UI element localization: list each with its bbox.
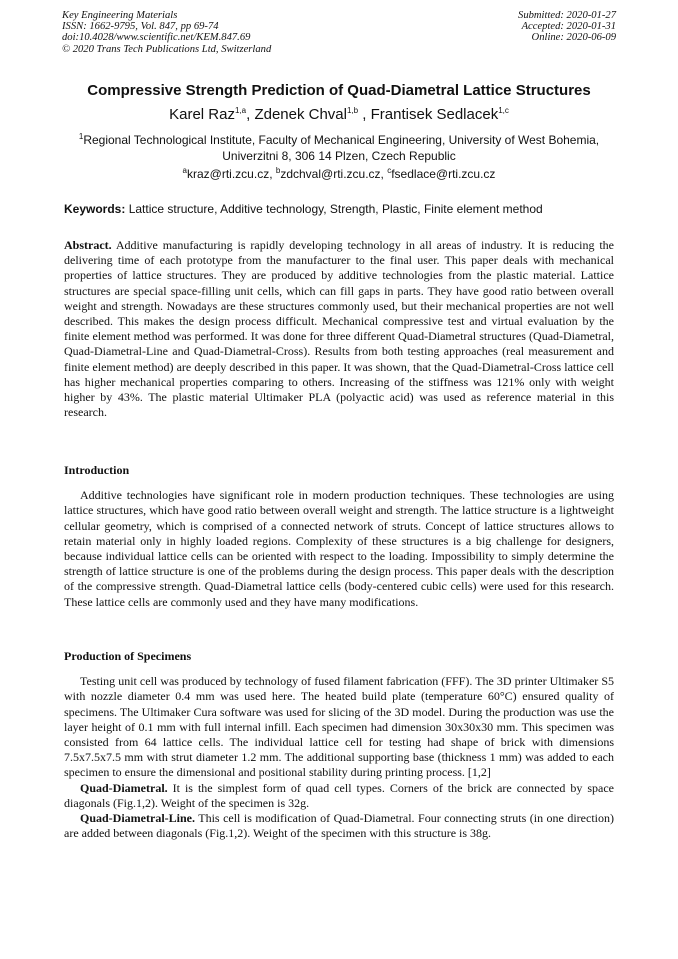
- issn-line: ISSN: 1662-9795, Vol. 847, pp 69-74: [62, 21, 219, 33]
- online-date: Online: 2020-06-09: [531, 32, 616, 44]
- affiliation: [40, 133, 638, 164]
- accepted-date: Accepted: 2020-01-31: [521, 21, 616, 33]
- email-list: $^a$kraz@rti.zcu.cz, $^b$zdchval@rti.zcu.cz, $^c$fsedlace@rti.zcu.cz: [182, 166, 496, 181]
- production-section: [64, 649, 614, 841]
- quad-diametral-paragraph: [64, 781, 614, 811]
- journal-name: Key Engineering Materials: [62, 10, 178, 21]
- doi-line: doi:10.4028/www.scientific.net/KEM.847.69: [62, 32, 251, 44]
- author-name: Zdenek Chval: [254, 106, 347, 123]
- keywords-text: Lattice structure, Additive technology, Strength, Plastic, Finite element method: [128, 202, 543, 216]
- author-sup: 1,c: [498, 106, 509, 115]
- section-heading: Production of Specimens: [64, 649, 192, 663]
- introduction-text: Additive technologies have significant role in modern production techniques. These technologies are using lattice structures, which have good ratio between overall weight and strength. The lattice structure is a lightweight cellular geometry, which is comprised of a connected network of struts. Concept of lattice structures allows to retain material only in highly loaded regions. Complexity of these structures is a big challenge for designers, because individual lattice cells can be oriented with respect to the loading. Impossibility to simply determine the strength of lattice structure is one of the problems during the design process. This paper deals with the description of the compressive strength. Quad-Diametral lattice cells (body-centered cubic cells) were used for this research. These lattice cells are commonly used and they have many modifications.: [64, 488, 614, 609]
- introduction-section: [64, 463, 614, 610]
- email-link[interactable]: fsedlace@rti.zcu.cz: [391, 167, 496, 181]
- abstract-text: Additive manufacturing is rapidly developing technology in all areas of industry. It is reducing the delivering time of each prototype from the manufacturer to the final user. This paper deals with mechanical properties of lattice structures. They are produced by additive technologies from the plastic material. Lattice structures are special space-filling unit cells, which can fill gaps in parts. They have good ratio between overall weight and strength. Nowadays are these structures commonly used, but their mechanical properties are not well described. This makes the design process difficult. Mechanical compressive test and virtual evaluation by the finite element method was performed. It was done for three different Quad-Diametral structures (Quad-Diametral, Quad-Diametral-Line and Quad-Diametral-Cross). Results from both testing approaches (real measurement and finite element method) are deeply described in this paper. It was shown, that the Quad-Diametral-Cross lattice cell has higher mechanical properties comparing to others. Increasing of the stiffness was 121% only with weight higher by 43%. The plastic material Ultimaker PLA (polyactic acid) was used as reference material in this research.: [64, 238, 614, 420]
- keywords-label: Keywords:: [64, 202, 126, 216]
- journal-info: [62, 10, 271, 55]
- author-list: Karel Raz$^{1,a}$, Zdenek Chval$^{1,b}$ , Frantisek Sedlacek$^{1,c}$: [169, 106, 509, 123]
- author-sup: 1,a: [234, 106, 247, 115]
- production-text: Testing unit cell was produced by technology of fused filament fabrication (FFF). The 3D printer Ultimaker S5 with nozzle diameter 0.4 mm was used here. The heated build plate (temperature 60°C) ensured quality of specimens. The Ultimaker Cura software was used for slicing of the 3D model. During the production was use the layer height of 0.1 mm with full internal infill. Each specimen had dimension 30x30x30 mm. This specimen was consisted from 64 lattice cells. The individual lattice cell for testing had shape of brick with dimensions 7.5x7.5x7.5 mm with strut diameter 1.2 mm. The additional supporting base (thickness 1 mm) was added to each specimen to ensure the dimensional and positional stability during printing process. [1,2]: [64, 674, 614, 780]
- email-sup: b: [275, 166, 281, 175]
- author-name: Frantisek Sedlacek: [370, 106, 499, 123]
- affiliation-sup: 1: [78, 132, 84, 141]
- abstract: [64, 238, 614, 420]
- section-heading: Introduction: [64, 463, 130, 477]
- email-sup: a: [182, 166, 187, 175]
- author-sup: 1,b: [347, 106, 359, 115]
- copyright-line: © 2020 Trans Tech Publications Ltd, Switzerland: [62, 43, 272, 55]
- email-link[interactable]: kraz@rti.zcu.cz: [187, 167, 270, 181]
- author-name: Karel Raz: [169, 106, 235, 123]
- submission-dates: [518, 10, 616, 44]
- item-text: It is the simplest form of quad cell types. Corners of the brick are connected by space diagonals (Fig.1,2). Weight of the specimen is 32g.: [64, 780, 615, 810]
- affiliation-line-2: Univerzitni 8, 306 14 Plzen, Czech Republic: [222, 148, 456, 163]
- item-label: Quad-Diametral-Line.: [80, 811, 195, 826]
- keywords: [64, 202, 624, 216]
- paper-title: Compressive Strength Prediction of Quad-Diametral Lattice Structures: [87, 82, 591, 99]
- quad-diametral-line-paragraph: [64, 811, 614, 841]
- email-sup: c: [387, 166, 392, 175]
- submitted-date: Submitted: 2020-01-27: [518, 10, 616, 21]
- item-text: This cell is modification of Quad-Diametral. Four connecting struts (in one direction) are added between diagonals (Fig.1,2). Weight of the specimen with this structure is 38g.: [64, 811, 614, 841]
- abstract-label: Abstract.: [64, 238, 112, 252]
- affiliation-line-1: Regional Technological Institute, Faculty of Mechanical Engineering, University of West Bohemia,: [83, 133, 600, 147]
- item-label: Quad-Diametral.: [80, 780, 168, 795]
- email-link[interactable]: zdchval@rti.zcu.cz: [280, 167, 381, 181]
